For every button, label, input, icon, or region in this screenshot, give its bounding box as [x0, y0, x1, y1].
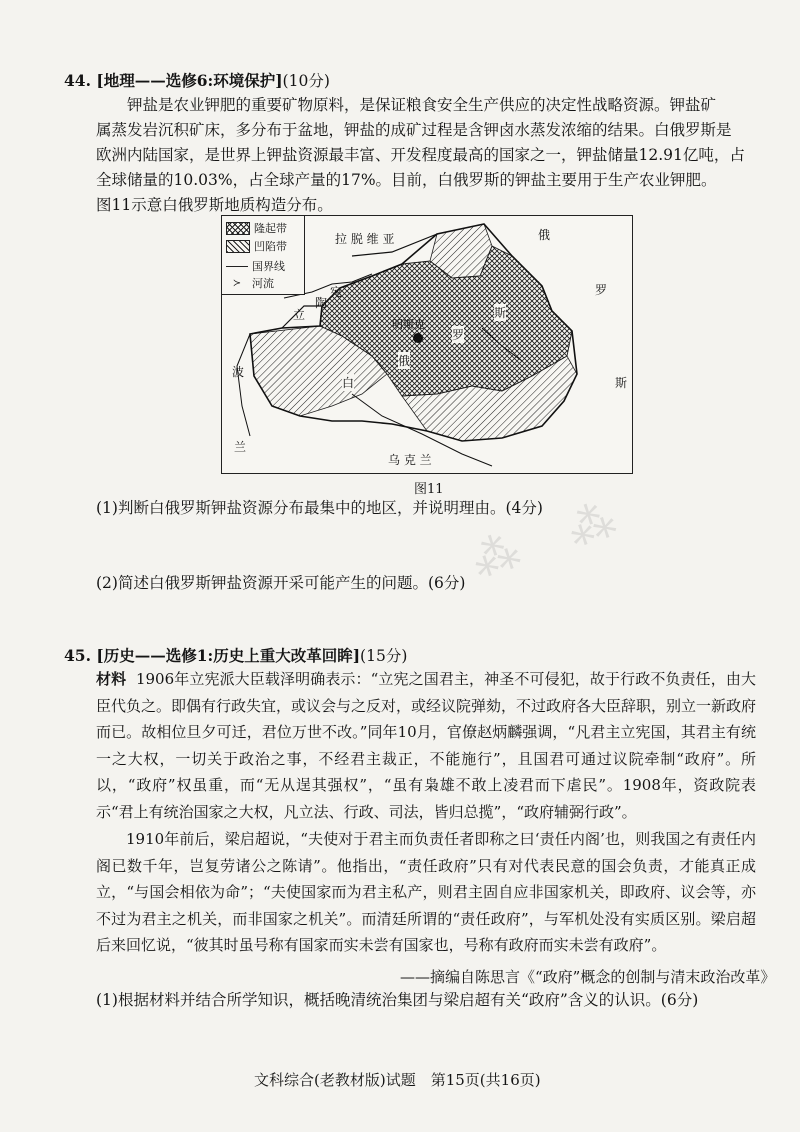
page-footer: 文科综合(老教材版)试题 第15页(共16页) — [254, 1071, 541, 1089]
label-russia-3: 斯 — [615, 376, 628, 390]
legend-depression: 凹陷带 — [226, 238, 287, 254]
q45-score: (15分) — [360, 647, 408, 665]
watermark-stamp: ⁂ ⁂ — [465, 485, 641, 589]
q45-header — [64, 646, 407, 666]
material-label: 材料 — [96, 670, 127, 688]
label-ukraine: 乌 克 兰 — [388, 453, 432, 467]
q44-line-1: 钾盐是农业钾肥的重要矿物原料，是保证粮食安全生产供应的决定性战略资源。钾盐矿 — [127, 96, 717, 114]
q44-title: 44. [地理——选修6:环境保护] — [64, 71, 283, 90]
q45-citation: ——摘编自陈思言《“政府”概念的创制与清末政治改革》 — [400, 968, 776, 986]
label-poland-2: 兰 — [234, 440, 247, 454]
q44-line-4: 全球储量的10.03%，占全球产量的17%。目前，白俄罗斯的钾盐主要用于生产农业钾肥。 — [96, 171, 717, 189]
q44-line-3: 欧洲内陆国家，是世界上钾盐资源最丰富、开发程度最高的国家之一，钾盐储量12.91亿吨，占 — [96, 146, 745, 164]
q45-material-paragraph-2: 1910年前后，梁启超说，“夫使对于君主而负责任者即称之曰‘责任内阁’也，则我国之有责任内阁已数千年，岂复劳诸公之陈请”。他指出，“责任政府”只有对代表民意的国会负责，才能真正成立，“与国会相依为命”；“夫使国家而为君主私产，则君主固自应非国家机关，即政府、议会等，亦不过为君主之机关，而非国家之机关”。而清廷所谓的“责任政府”，与军机处没有实质区别。梁启超后来回忆说，“彼其时虽号称有国家而实未尝有国家也，号称有政府而实未尝有政府”。 — [96, 830, 756, 955]
q44-sub-1: (1)判断白俄罗斯钾盐资源分布最集中的地区，并说明理由。(4分) — [96, 499, 543, 517]
label-russia-2: 罗 — [595, 283, 608, 297]
q44-score: (10分) — [282, 72, 330, 90]
label-latvia: 拉 脱 维 亚 — [335, 232, 395, 246]
legend-river: ≻ 河流 — [232, 277, 274, 290]
minsk-dot — [413, 333, 423, 343]
legend-uplift: 隆起带 — [226, 220, 287, 236]
label-poland-1: 波 — [232, 365, 245, 379]
label-lithuania-2: 陶 — [315, 296, 328, 310]
label-belarus-2: 俄 — [398, 354, 411, 368]
belarus-geology-map — [221, 215, 633, 474]
material-text-1: 1906年立宪派大臣载泽明确表示：“立宪之国君主，神圣不可侵犯，故于行政不负责任，由大臣代负之。即偶有行政失宜，或议会与之反对，或经议院弹劾，不过政府各大臣辞职，别立一新政府而已。故相位旦夕可迁，君位万世不改。”同年10月，官僚赵炳麟强调，“凡君主立宪国，其君主有统一之大权，一切关于政治之事，不经君主裁正，不能施行”，且国君可通过议院牵制“政府”。所以，“政府”权虽重，而“无从逞其强权”，“虽有枭雄不敢上凌君而下虐民”。1908年，资政院表示“君上有统治国家之大权，凡立法、行政、司法，皆归总揽”，“政府辅弼行政”。 — [96, 670, 757, 821]
label-lithuania-1: 立 — [293, 308, 306, 322]
label-russia-1: 俄 — [538, 228, 551, 242]
q45-material-paragraph-1 — [96, 666, 756, 826]
map-legend — [222, 216, 305, 295]
legend-border: 国界线 — [226, 258, 285, 274]
label-minsk: 明斯克 — [392, 318, 425, 331]
label-belarus-4: 斯 — [494, 306, 507, 320]
figure-caption: 图11 — [414, 482, 444, 497]
poland-border — [237, 334, 250, 436]
q45-title: 45. [历史——选修1:历史上重大改革回眸] — [64, 646, 361, 665]
label-lithuania-3: 宛 — [330, 285, 343, 299]
label-belarus-3: 罗 — [452, 328, 465, 342]
q44-line-2: 属蒸发岩沉积矿床，多分布于盆地，钾盐的成矿过程是含钾卤水蒸发浓缩的结果。白俄罗斯是 — [96, 121, 732, 139]
q45-sub-1: (1)根据材料并结合所学知识，概括晚清统治集团与梁启超有关“政府”含义的认识。(6分) — [96, 991, 699, 1009]
q44-line-5: 图11示意白俄罗斯地质构造分布。 — [96, 196, 333, 214]
q44-header — [64, 71, 330, 91]
label-belarus-1: 白 — [342, 376, 355, 390]
q44-sub-2: (2)简述白俄罗斯钾盐资源开采可能产生的问题。(6分) — [96, 574, 466, 592]
